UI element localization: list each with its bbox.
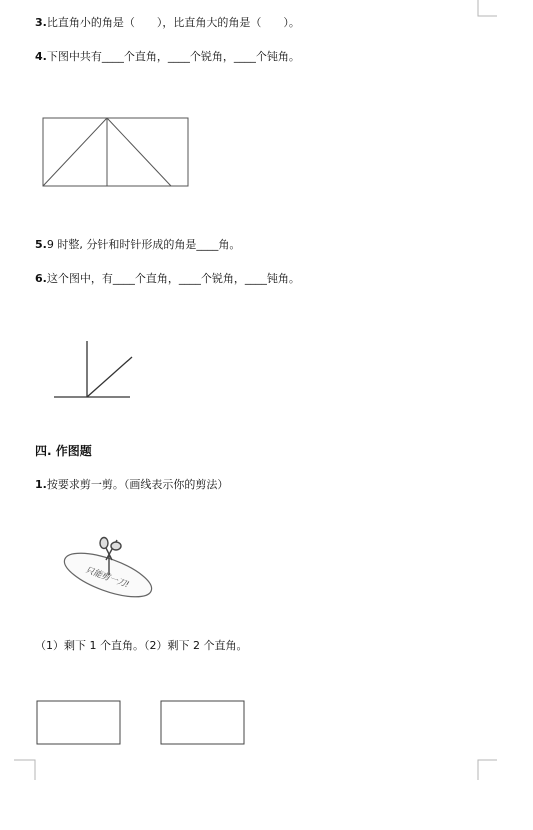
- rectangle-part-2: [161, 701, 244, 744]
- question-text: 按要求剪一剪。（画线表示你的剪法）: [46, 478, 229, 491]
- question-text: 9 时整, 分针和时针形成的角是____角。: [46, 238, 241, 251]
- section-heading: 四. 作图题: [35, 444, 92, 458]
- question-number: 1.: [35, 478, 47, 491]
- question-text: 这个图中，有____个直角，____个锐角，____钝角。: [46, 272, 300, 285]
- question-text: 下图中共有____个直角，____个锐角，____个钝角。: [46, 50, 300, 63]
- rectangle-part-1: [37, 701, 120, 744]
- question-text: 比直角小的角是（ ），比直角大的角是（ ）。: [46, 16, 300, 29]
- scissors-label: 只能剪一刀!: [83, 565, 131, 591]
- question-number: 4.: [35, 50, 47, 63]
- section4-question-1-parts: （1）剩下 1 个直角。（2）剩下 2 个直角。: [35, 639, 248, 652]
- question-number: 3.: [35, 16, 47, 29]
- question-number: 6.: [35, 272, 47, 285]
- question-number: 5.: [35, 238, 47, 251]
